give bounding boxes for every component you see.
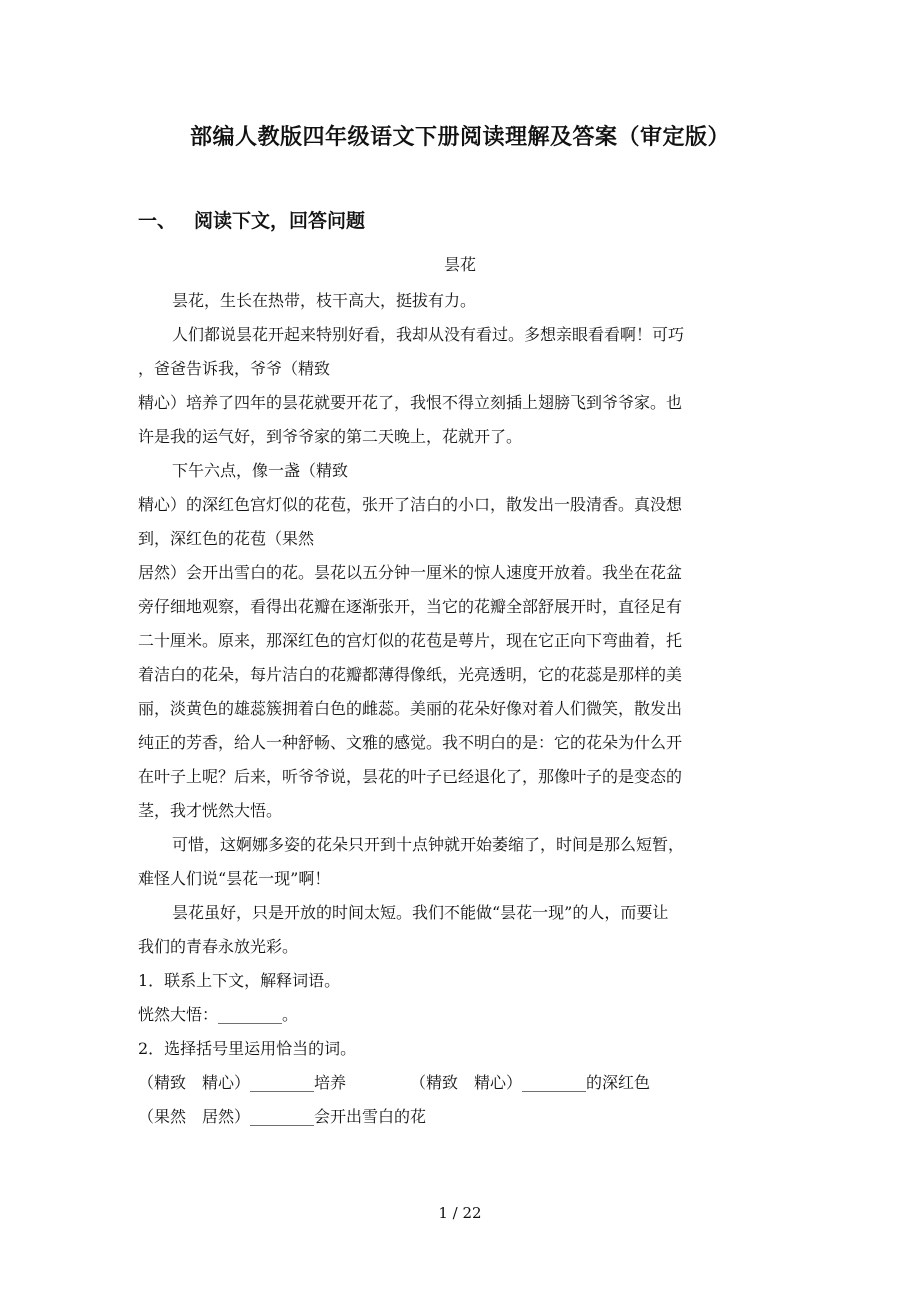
choice-tail: 的深红色 xyxy=(586,1073,651,1092)
choice-options: （精致 精心） xyxy=(138,1073,251,1092)
document-title: 部编人教版四年级语文下册阅读理解及答案（审定版） xyxy=(189,124,730,150)
passage-line: 二十厘米。原来，那深红色的宫灯似的花苞是萼片，现在它正向下弯曲着，托 xyxy=(138,631,683,650)
answer-blank[interactable]: ________ xyxy=(522,1073,587,1092)
passage-line: 丽，淡黄色的雄蕊簇拥着白色的雌蕊。美丽的花朵好像对着人们微笑，散发出 xyxy=(138,699,683,718)
passage-line: 着洁白的花朵，每片洁白的花瓣都薄得像纸，光亮透明，它的花蕊是那样的美 xyxy=(138,665,683,684)
question-1-term: 恍然大悟： xyxy=(138,1005,219,1024)
answer-blank[interactable]: ________ xyxy=(250,1107,315,1126)
choice-tail: 培养 xyxy=(314,1073,347,1092)
question-2-row-2 xyxy=(138,1100,778,1134)
passage-line: 难怪人们说“昙花一现”啊！ xyxy=(138,869,331,888)
passage-line: 纯正的芳香，给人一种舒畅、文雅的感觉。我不明白的是：它的花朵为什么开 xyxy=(138,733,683,752)
passage-line: 我们的青春永放光彩。 xyxy=(138,937,299,956)
page-number: 1 / 22 xyxy=(438,1204,482,1222)
section-number: 一、 xyxy=(138,210,177,232)
passage-line: 茎，我才恍然大悟。 xyxy=(138,801,283,820)
answer-blank[interactable]: ________ xyxy=(250,1073,315,1092)
passage-line: 昙花虽好，只是开放的时间太短。我们不能做“昙花一现”的人，而要让 xyxy=(172,903,669,922)
passage-line: 精心）的深红色宫灯似的花苞，张开了洁白的小口，散发出一股清香。真没想 xyxy=(138,495,683,514)
passage-line: 下午六点，像一盏（精致 xyxy=(172,461,349,480)
passage-line: ，爸爸告诉我，爷爷（精致 xyxy=(138,359,331,378)
passage-line: 人们都说昙花开起来特别好看，我却从没有看过。多想亲眼看看啊！可巧 xyxy=(172,325,685,344)
section-heading xyxy=(138,206,365,233)
passage-line: 在叶子上呢？后来，听爷爷说，昙花的叶子已经退化了，那像叶子的是变态的 xyxy=(138,767,683,786)
question-2-prompt: 2．选择括号里运用恰当的词。 xyxy=(138,1039,357,1058)
choice-options: （精致 精心） xyxy=(410,1073,523,1092)
question-1-end: 。 xyxy=(282,1005,299,1024)
passage-line: 可惜，这婀娜多姿的花朵只开到十点钟就开始萎缩了，时间是那么短暂， xyxy=(172,835,685,854)
section-heading-text: 阅读下文，回答问题 xyxy=(194,210,366,232)
answer-blank[interactable]: ________ xyxy=(218,1005,283,1024)
passage-line: 居然）会开出雪白的花。昙花以五分钟一厘米的惊人速度开放着。我坐在花盆 xyxy=(138,563,683,582)
question-1-prompt: 1．联系上下文，解释词语。 xyxy=(138,971,341,990)
question-2-row-1 xyxy=(138,1066,778,1100)
passage-title: 昙花 xyxy=(443,255,476,274)
choice-options: （果然 居然） xyxy=(138,1107,251,1126)
choice-tail: 会开出雪白的花 xyxy=(314,1107,427,1126)
passage-line: 昙花，生长在热带，枝干高大，挺拔有力。 xyxy=(172,291,477,310)
question-1-answer-row xyxy=(138,998,778,1032)
passage-line: 旁仔细地观察，看得出花瓣在逐渐张开，当它的花瓣全部舒展开时，直径足有 xyxy=(138,597,683,616)
passage-line: 精心）培养了四年的昙花就要开花了，我恨不得立刻插上翅膀飞到爷爷家。也 xyxy=(138,393,683,412)
passage-line: 到，深红色的花苞（果然 xyxy=(138,529,315,548)
passage-line: 许是我的运气好，到爷爷家的第二天晚上，花就开了。 xyxy=(138,427,523,446)
passage-body xyxy=(138,284,778,1134)
